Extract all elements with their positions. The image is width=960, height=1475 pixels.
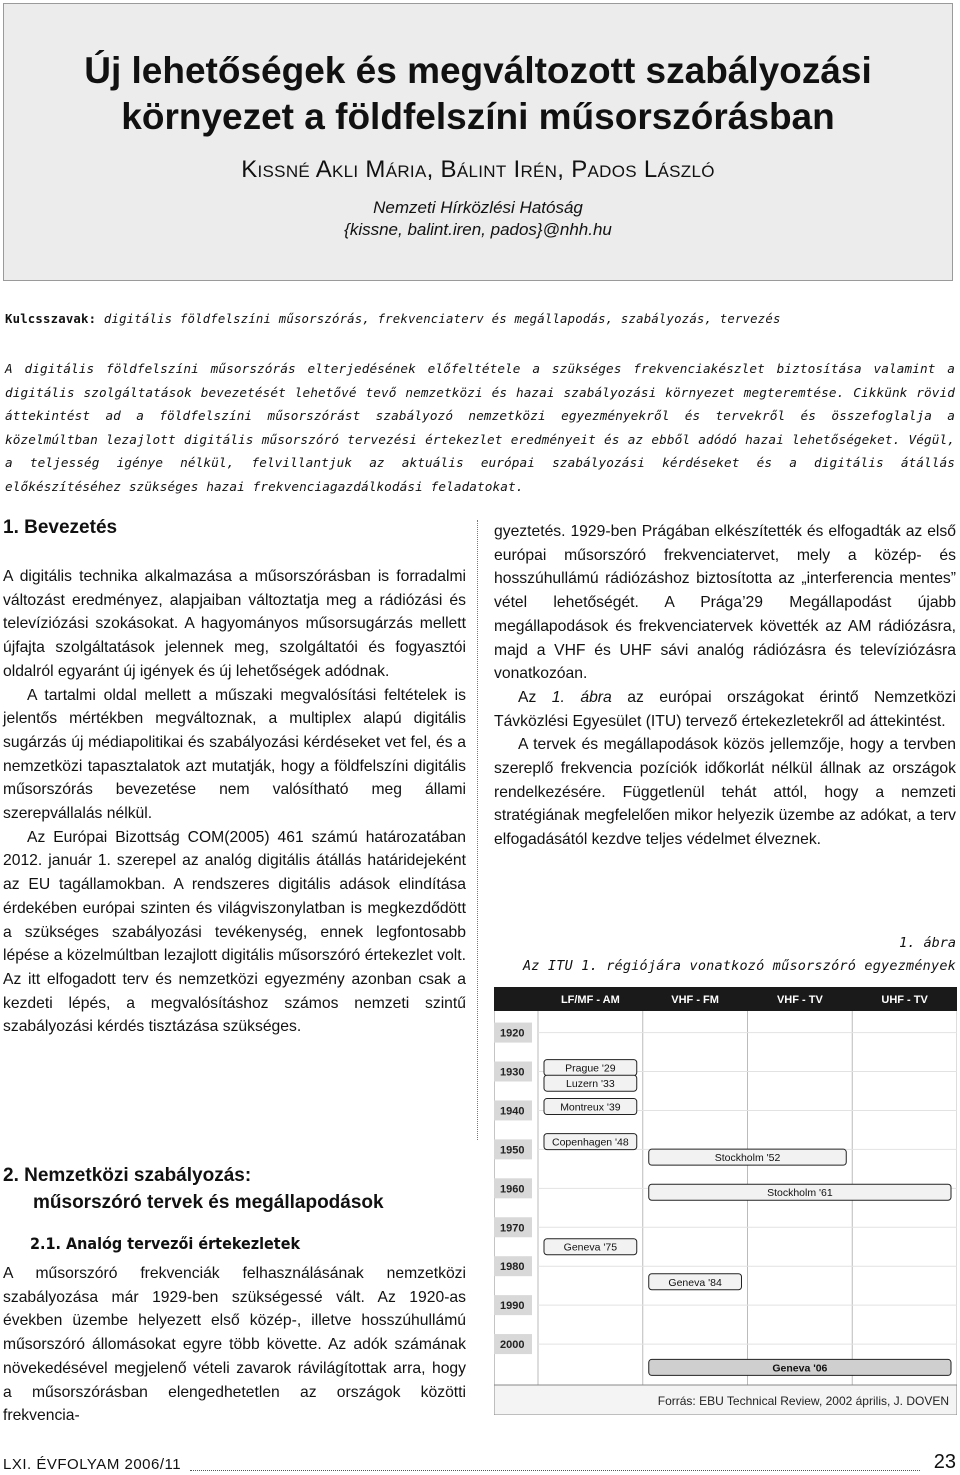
figure-caption: Az ITU 1. régiójára vonatkozó műsorszóró egyezmények xyxy=(522,958,956,974)
author-2-rest: ÁLINT xyxy=(456,162,507,181)
author-3-initial2: L xyxy=(643,156,658,183)
year-label: 1930 xyxy=(500,1066,525,1079)
title-box xyxy=(3,3,953,281)
author-1-rest: ISSNÉ xyxy=(257,162,311,181)
year-label: 1970 xyxy=(500,1222,525,1235)
author-3-rest: ADOS xyxy=(587,162,637,181)
year-label: 1950 xyxy=(500,1144,525,1157)
year-label: 1960 xyxy=(500,1183,525,1196)
right-paragraph-1: gyeztetés. 1929-ben Prágában elkészítették és elfogadták az első európai műsorszóró frekvenciatervet, mely a közép- és hosszúhullámú rádiózáshoz biztosította az „interferencia mentes” vétel lehetőségét. A Prága’29 Megállapodást újabb megállapodások és frekvenciatervek követték az AM rádiózásra, majd a VHF és UHF sávi analóg rádiózásra és televíziózásra vonatkozóan. xyxy=(494,523,956,683)
section-1-paragraph-2: A tartalmi oldal mellett a műszaki megvalósítási feltételek is jelentős mértékben megváltoznak, a multiplex alapú digitális sugárzás új médiapolitikai és szabályozási kérdéseket vet fel, és a nemzetközi tapasztalatok azt mutatják, hogy a földfelszíni digitális műsorszórás bevezetése nem valósítható meg állami szerepvállalás nélkül. xyxy=(3,686,466,823)
figure-timeline xyxy=(494,987,957,1415)
section-2-heading-line-1: 2. Nemzetközi szabályozás: xyxy=(3,1165,252,1186)
section-2-body xyxy=(3,1262,466,1428)
author-3-initial: P xyxy=(571,156,588,183)
author-2-initial2: I xyxy=(513,156,521,183)
timeline-chart xyxy=(494,987,957,1415)
year-label: 1990 xyxy=(500,1300,525,1313)
footer-rule xyxy=(190,1470,920,1471)
bar-label: Geneva '06 xyxy=(772,1362,828,1375)
section-1-paragraph-1: A digitális technika alkalmazása a műsorszórásban is forradalmi változást eredményez, alapjaiban változtatja meg a rádiózási és televíziózási szokásokat. A hagyományos műsorsugárzás mellett újfajta szolgáltatások jelennek meg, szolgáltatói és fogyasztói oldalról egyaránt új igények és új lehetőségek adódnak. xyxy=(3,568,466,680)
author-2-rest2: RÉN xyxy=(520,162,558,181)
column-header: VHF - TV xyxy=(776,994,823,1006)
author-1-initial3: M xyxy=(365,156,386,183)
paper-title xyxy=(4,48,952,140)
bar-label: Stockholm '61 xyxy=(767,1187,833,1200)
title-line-2: környezet a földfelszíni műsorszórásban xyxy=(121,96,835,137)
author-3-rest2: ÁSZLÓ xyxy=(657,162,715,181)
bar-label: Stockholm '52 xyxy=(714,1152,781,1165)
column-divider xyxy=(477,520,478,1140)
column-header: VHF - FM xyxy=(671,994,719,1006)
page-number: 23 xyxy=(933,1451,956,1473)
year-label: 1920 xyxy=(500,1027,525,1040)
section-2-heading-line-2: műsorszóró tervek és megállapodások xyxy=(33,1192,384,1213)
column-header: UHF - TV xyxy=(881,994,928,1006)
bar-label: Luzern '33 xyxy=(566,1078,615,1091)
figure-reference: 1. ábra xyxy=(551,688,612,706)
keywords xyxy=(5,312,955,326)
author-1-initial2: A xyxy=(315,156,333,183)
right-column xyxy=(494,520,956,852)
author-1-initial: K xyxy=(241,156,258,183)
bar-label: Prague '29 xyxy=(565,1062,616,1075)
right-paragraph-2-pre: Az xyxy=(518,688,552,706)
author-2-initial: B xyxy=(440,156,457,183)
abstract: A digitális földfelszíni műsorszórás elterjedésének előfeltétele a szükséges frekvenciakészlet biztosítása valamint a digitális szolgáltatások bevezetését lehetővé tevő nemzetközi és hazai szabályozási környezet megteremtése. Cikkünk rövid áttekintést ad a földfelszíni műsorszórást szabályozó nemzetközi egyezményekről és tervekről és összefoglalja a közelmúltban lezajlott digitális műsorszóró tervezési értekezlet eredményeit és az ebből adódó hazai lehetőségeket. Végül, a teljesség igénye nélkül, felvillantjuk az aktuális európai szabályozási kérdéseket és a digitális átállás előkészítéséhez szükséges hazai frekvenciagazdálkodási feladatokat. xyxy=(5,361,955,494)
year-label: 1980 xyxy=(500,1261,525,1274)
affiliation: Nemzeti Hírközlési Hatóság xyxy=(373,198,583,217)
author-1-rest2: KLI xyxy=(332,162,359,181)
year-label: 2000 xyxy=(500,1339,525,1352)
bar-label: Montreux '39 xyxy=(560,1101,621,1114)
affiliation-block xyxy=(4,197,952,241)
section-1-heading: 1. Bevezetés xyxy=(3,517,118,538)
title-line-1: Új lehetőségek és megváltozott szabályozási xyxy=(84,50,872,91)
keywords-text: digitális földfelszíni műsorszórás, frekvenciaterv és megállapodás, szabályozás, tervezés xyxy=(103,312,781,326)
figure-number: 1. ábra xyxy=(899,935,956,951)
right-paragraph-3: A tervek és megállapodások közös jellemzője, hogy a tervben szereplő frekvencia pozíciók időkorlát nélkül állnak az országok rendelkezésére. Függetlenül tehát attól, hogy a nemzeti stratégiának megfelelően mikor helyezik üzembe az adókat, a terv elfogadásától kezdve teljes védelmet élveznek. xyxy=(494,736,956,849)
figure-frame xyxy=(494,987,957,1415)
bar-label: Copenhagen '48 xyxy=(552,1136,629,1149)
email: {kissne, balint.iren, pados}@nhh.hu xyxy=(344,220,612,239)
section-1-paragraph-3: Az Európai Bizottság COM(2005) 461 számú határozatában 2012. január 1. szerepel az analóg digitális átállás határidejeként az EU tagállamokban. A rendszeres digitális adások elindítása érdekében európai szinten és világviszonylatban is megkezdődött a szükséges szabályozási tevékenység, ennek legfontosabb lépése a közelmúltban lezajlott digitális műsorszóró értekezlet volt. Az itt elfogadott terv és nemzetközi egyezmény azonban csak a kezdeti lépés, a megvalósításhoz számos nemzeti szintű szabályozási kérdés tisztázása szükséges. xyxy=(3,828,466,1036)
right-paragraph-2 xyxy=(494,686,956,733)
bar-label: Geneva '75 xyxy=(563,1241,618,1254)
section-1-body xyxy=(3,565,466,1039)
keywords-label: Kulcsszavak: xyxy=(5,312,97,326)
bar-label: Geneva '84 xyxy=(668,1276,722,1289)
authors: KISSNÉ AKLI MÁRIA, BÁLINT IRÉN, PADOS LÁSZLÓ xyxy=(241,156,715,183)
right-paragraph-2-post: az európai országokat érintő Nemzetközi Távközlési Egyesület (ITU) tervező értekezletekről ad áttekintést. xyxy=(494,688,956,730)
author-1-rest3: ÁRIA xyxy=(385,162,427,181)
journal-info: LXI. ÉVFOLYAM 2006/11 xyxy=(3,1456,182,1473)
figure-source: Forrás: EBU Technical Review, 2002 április, J. DOVEN xyxy=(657,1394,949,1408)
section-2-paragraph-1: A műsorszóró frekvenciák felhasználásának nemzetközi szabályozása már 1929-ben szükségessé vált. Az 1920-as években üzembe helyezett első közép-, illetve hosszúhullámú műsorszóró állomásokat egyre több követte. Az adók számának növekedésével megjelenő vételi zavarok rávilágítottak arra, hogy a műsorszórásban elengedhetetlen az országok közötti frekvencia- xyxy=(3,1265,466,1425)
column-header: LF/MF - AM xyxy=(560,994,620,1006)
section-2-heading xyxy=(3,1162,384,1216)
year-label: 1940 xyxy=(500,1105,525,1118)
section-2-1-heading: 2.1. Analóg tervezői értekezletek xyxy=(30,1234,301,1253)
